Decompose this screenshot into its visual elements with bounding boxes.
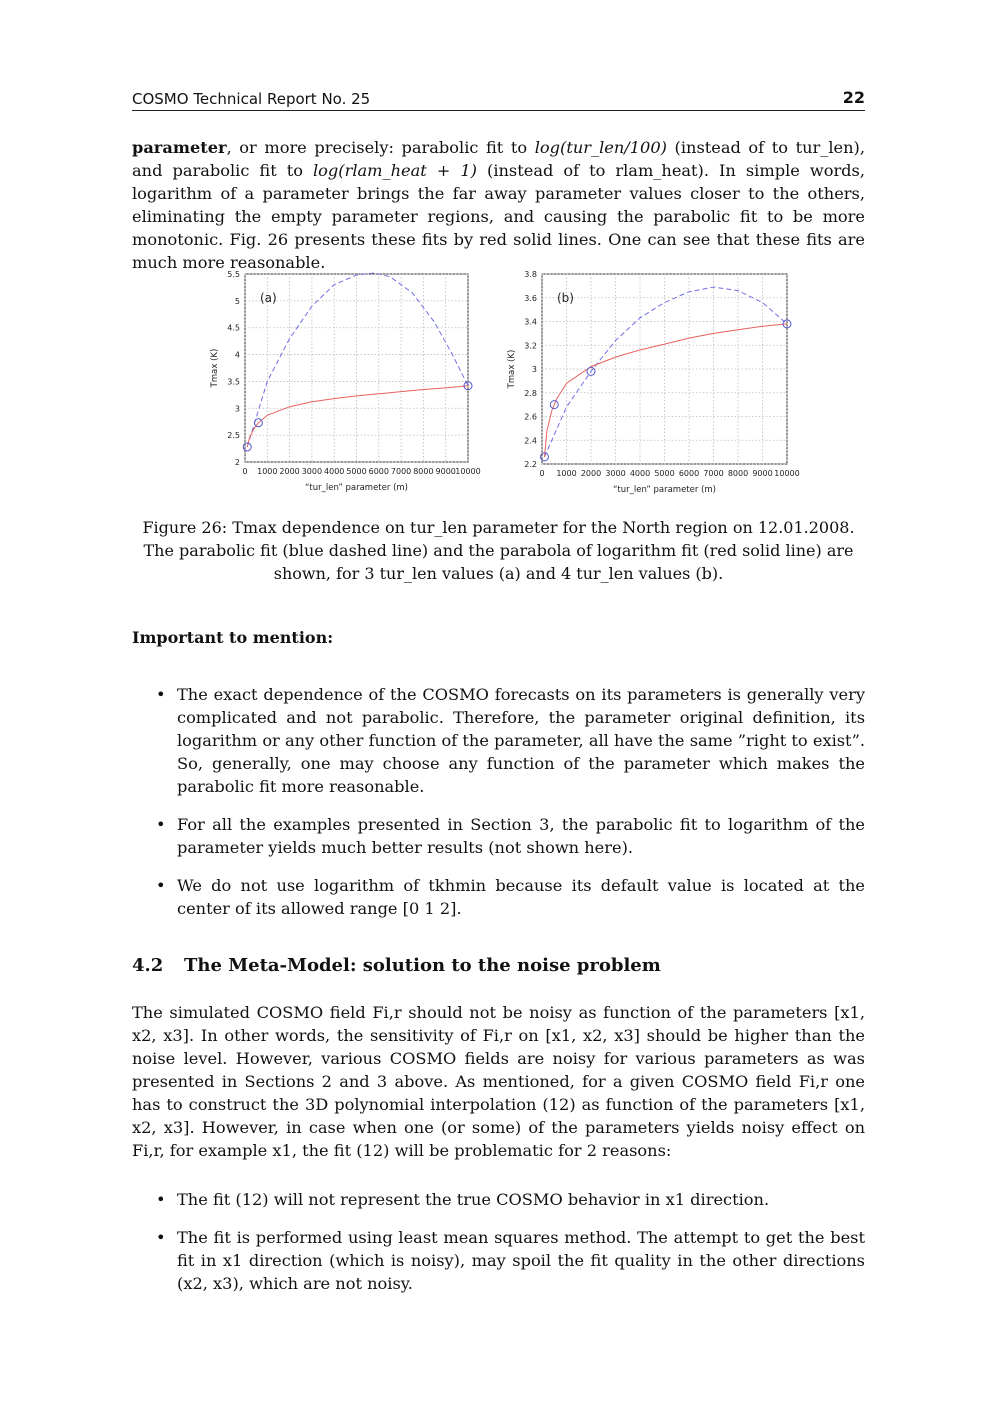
x-tick-label: 9000 bbox=[435, 467, 456, 476]
y-tick-label: 3.8 bbox=[524, 270, 537, 279]
y-tick-label: 2.2 bbox=[524, 460, 537, 469]
math-log-rlamheat: log(rlam_heat + 1) bbox=[313, 161, 477, 180]
x-tick-label: 6000 bbox=[678, 469, 700, 478]
x-tick-label: 9000 bbox=[752, 469, 773, 478]
list-item: • The fit is performed using least mean squares method. The attempt to get the best fit in x1 direction (which is noisy), may spoil the fit quality in the other directions (x2, x3), which are not noisy. bbox=[156, 1228, 865, 1293]
section-paragraph: The simulated COSMO field Fi,r should not be noisy as function of the parameters [x1, x2, x3]. In other words, the sensitivity of Fi,r on [x1, x2, x3] should be higher than the noise level. However, various COSMO fields are noisy for various parameters as was presented in Sections 2 and 3 above. As mentioned, for a given COSMO field Fi,r one has to construct the 3D polynomial interpolation (12) as function of the parameters [x1, x2, x3]. However, in case when one (or some) of the parameters yields noisy effect on Fi,r, for example x1, the fit (12) will be problematic for 2 reasons: bbox=[132, 1003, 865, 1160]
report-title: COSMO Technical Report No. 25 bbox=[132, 90, 371, 108]
figure-caption: Figure 26: Tmax dependence on tur_len parameter for the North region on 12.01.2008. The parabolic fit (blue dashed line) and the parabola of logarithm fit (red solid line) are shown, for 3 tur_len values (a) and 4 tur_len values (b). bbox=[142, 518, 855, 583]
y-tick-label: 4.5 bbox=[227, 323, 240, 333]
y-axis-label: Tmax (K) bbox=[210, 348, 220, 388]
y-tick-label: 3 bbox=[234, 404, 240, 414]
x-tick-label: 3000 bbox=[301, 467, 323, 476]
y-axis-label: Tmax (K) bbox=[507, 349, 517, 389]
intro-text-a: , or more precisely: parabolic fit to bbox=[226, 138, 535, 157]
list-item: • For all the examples presented in Section 3, the parabolic fit to logarithm of the parameter yields much better results (not shown here). bbox=[156, 815, 865, 857]
intro-paragraph bbox=[132, 136, 865, 274]
x-tick-label: 1000 bbox=[556, 469, 577, 478]
list-item: • We do not use logarithm of tkhmin because its default value is located at the center of its allowed range [0 1 2]. bbox=[156, 876, 865, 918]
running-header bbox=[132, 88, 865, 111]
bullet-text: The fit is performed using least mean squares method. The attempt to get the best fit in x1 direction (which is noisy), may spoil the fit quality in the other directions (x2, x3), which are not noisy. bbox=[177, 1228, 865, 1293]
x-tick-label: 8000 bbox=[413, 467, 434, 476]
y-tick-label: 3.4 bbox=[524, 317, 537, 327]
chart-panel-b bbox=[490, 262, 800, 507]
x-tick-label: 6000 bbox=[368, 467, 389, 476]
y-tick-label: 5 bbox=[234, 296, 240, 306]
x-tick-label: 5000 bbox=[346, 467, 367, 476]
y-tick-label: 2.6 bbox=[524, 412, 537, 422]
math-log-turlen: log(tur_len/100) bbox=[534, 138, 667, 157]
x-tick-label: 5000 bbox=[654, 469, 675, 478]
section-title: The Meta-Model: solution to the noise problem bbox=[184, 955, 661, 976]
panel-label: (a) bbox=[260, 291, 277, 305]
y-tick-label: 3 bbox=[531, 365, 537, 374]
section-number: 4.2 bbox=[132, 955, 164, 976]
x-tick-label: 0 bbox=[539, 469, 545, 478]
page-number: 22 bbox=[842, 88, 865, 107]
list-item: • The exact dependence of the COSMO forecasts on its parameters is generally very complicated and not parabolic. Therefore, the parameter original definition, its logarithm or any other function of the parameter, all have the same ”right to exist”. So, generally, one may choose any function of the parameter which makes the parabolic fit more reasonable. bbox=[156, 685, 865, 796]
intro-text-c: (instead of to rlam_heat). In simple words, logarithm of a parameter brings the far away parameter values closer to the others, eliminating the empty parameter regions, and causing the parabolic fit to be more monotonic. Fig. 26 presents these fits by red solid lines. One can see that these fits are much more reasonable. bbox=[132, 161, 865, 272]
bullet-text: The fit (12) will not represent the true COSMO behavior in x1 direction. bbox=[177, 1190, 770, 1209]
x-tick-label: 10000 bbox=[774, 469, 800, 478]
y-tick-label: 3.6 bbox=[524, 293, 537, 303]
list-item: • The fit (12) will not represent the true COSMO behavior in x1 direction. bbox=[156, 1190, 770, 1209]
x-tick-label: 2000 bbox=[580, 469, 602, 478]
y-tick-label: 2.5 bbox=[227, 431, 240, 441]
y-tick-label: 3.5 bbox=[227, 377, 240, 387]
y-tick-label: 3.2 bbox=[524, 341, 537, 351]
y-tick-label: 2 bbox=[234, 458, 240, 467]
x-tick-label: 7000 bbox=[390, 467, 412, 476]
x-tick-label: 3000 bbox=[605, 469, 626, 478]
x-tick-label: 0 bbox=[242, 467, 248, 476]
panel-label: (b) bbox=[557, 291, 574, 305]
x-tick-label: 4000 bbox=[324, 467, 345, 476]
x-tick-label: 2000 bbox=[279, 467, 300, 476]
x-tick-label: 10000 bbox=[455, 467, 481, 476]
chart-panel-a bbox=[195, 262, 490, 502]
section-heading bbox=[132, 955, 661, 976]
x-tick-label: 7000 bbox=[703, 469, 724, 478]
x-axis-label: “tur_len” parameter (m) bbox=[613, 485, 716, 495]
bold-term: parameter bbox=[132, 138, 227, 157]
section-list bbox=[132, 1188, 865, 1310]
bullet-text: The exact dependence of the COSMO forecasts on its parameters is generally very complicated and not parabolic. Therefore, the parameter original definition, its logarithm or any other function of the parameter, all have the same ”right to exist”. So, generally, one may choose any function of the parameter which makes the parabolic fit more reasonable. bbox=[177, 685, 865, 796]
important-heading: Important to mention: bbox=[132, 628, 334, 647]
bullet-text: We do not use logarithm of tkhmin because its default value is located at the center of its allowed range [0 1 2]. bbox=[177, 876, 865, 918]
x-tick-label: 1000 bbox=[257, 467, 278, 476]
x-axis-label: “tur_len” parameter (m) bbox=[305, 483, 408, 493]
y-tick-label: 5.5 bbox=[227, 270, 240, 279]
y-tick-label: 2.8 bbox=[524, 388, 537, 398]
intro-text-b: (instead of to tur_len), and parabolic fit to bbox=[132, 138, 865, 180]
y-tick-label: 2.4 bbox=[524, 436, 537, 446]
x-tick-label: 4000 bbox=[629, 469, 651, 478]
x-tick-label: 8000 bbox=[727, 469, 749, 478]
important-list bbox=[132, 683, 865, 935]
y-tick-label: 4 bbox=[234, 350, 240, 360]
bullet-text: For all the examples presented in Section 3, the parabolic fit to logarithm of the parameter yields much better results (not shown here). bbox=[177, 815, 865, 857]
